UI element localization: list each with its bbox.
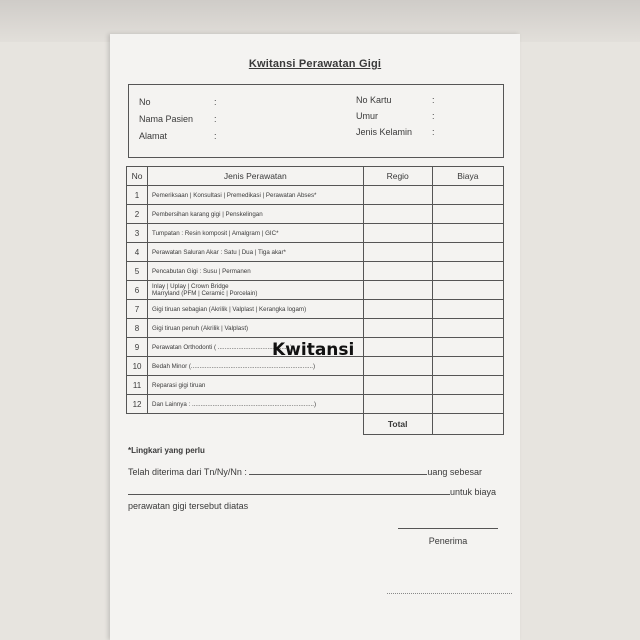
- row-regio: [363, 395, 432, 414]
- receipt-purpose-label: untuk biaya: [450, 487, 497, 497]
- row-biaya: [432, 357, 503, 376]
- row-regio: [363, 262, 432, 281]
- receipt-paper: [110, 34, 520, 640]
- table-row: [127, 395, 504, 414]
- row-regio: [363, 300, 432, 319]
- watermark-text: Kwitansi: [272, 340, 355, 360]
- row-no: 9: [127, 338, 148, 357]
- row-regio: [363, 319, 432, 338]
- row-regio: [363, 243, 432, 262]
- patient-info-box: [128, 84, 504, 158]
- field-jenis-kelamin: Jenis Kelamin: [356, 127, 413, 137]
- total-spacer: [127, 414, 364, 435]
- field-jenis-kelamin-colon: :: [432, 127, 435, 137]
- field-no-label: No: [139, 97, 151, 107]
- row-biaya: [432, 395, 503, 414]
- row-treatment: Perawatan Orthodonti ( ......................................... ): [148, 338, 364, 357]
- dotted-line: [387, 593, 512, 594]
- row-regio: [363, 376, 432, 395]
- row-regio: [363, 281, 432, 300]
- row-biaya: [432, 186, 503, 205]
- table-total-row: [127, 414, 504, 435]
- row-no: 6: [127, 281, 148, 300]
- row-no: 2: [127, 205, 148, 224]
- row-biaya: [432, 262, 503, 281]
- field-nama-colon: :: [214, 114, 217, 124]
- row-treatment: Reparasi gigi tiruan: [148, 376, 364, 395]
- row-treatment: Tumpatan : Resin komposit | Amalgram | GIC*: [148, 224, 364, 243]
- receipt-line-3: perawatan gigi tersebut diatas: [128, 501, 249, 511]
- row-no: 8: [127, 319, 148, 338]
- total-value: [432, 414, 503, 435]
- table-row: [127, 243, 504, 262]
- table-row: [127, 300, 504, 319]
- row-regio: [363, 205, 432, 224]
- table-row: [127, 319, 504, 338]
- header-jenis-perawatan: Jenis Perawatan: [148, 167, 364, 186]
- row-treatment: Gigi tiruan sebagian (Akrilik | Valplast | Kerangka logam): [148, 300, 364, 319]
- signature-line: [398, 528, 498, 529]
- row-no: 7: [127, 300, 148, 319]
- receipt-line-2: [128, 486, 496, 497]
- field-no: [139, 97, 151, 107]
- field-umur-colon: :: [432, 111, 435, 121]
- row-treatment: Pencabutan Gigi : Susu | Permanen: [148, 262, 364, 281]
- circle-note: *Lingkari yang perlu: [128, 446, 205, 455]
- treatment-table: [126, 166, 504, 435]
- header-regio: Regio: [363, 167, 432, 186]
- row-regio: [363, 224, 432, 243]
- row-no: 3: [127, 224, 148, 243]
- row-treatment: Gigi tiruan penuh (Akrilik | Valplast): [148, 319, 364, 338]
- row-no: 4: [127, 243, 148, 262]
- row-no: 11: [127, 376, 148, 395]
- row-regio: [363, 357, 432, 376]
- field-alamat: Alamat: [139, 131, 168, 141]
- table-row: [127, 281, 504, 300]
- field-nama-pasien: Nama Pasien: [139, 114, 194, 124]
- row-no: 5: [127, 262, 148, 281]
- row-biaya: [432, 224, 503, 243]
- row-biaya: [432, 300, 503, 319]
- field-alamat-colon: :: [214, 131, 217, 141]
- header-no: No: [127, 167, 148, 186]
- row-biaya: [432, 338, 503, 357]
- table-row: [127, 376, 504, 395]
- row-treatment-line1: Inlay | Uplay | Crown Bridge: [152, 283, 229, 290]
- table-header-row: [127, 167, 504, 186]
- row-treatment-line2: Marryland (PFM | Ceramic | Porcelain): [152, 290, 258, 297]
- row-regio: [363, 338, 432, 357]
- row-treatment: Pemeriksaan | Konsultasi | Premedikasi | Perawatan Abses*: [148, 186, 364, 205]
- row-treatment: Dan Lainnya : .......................................................................): [148, 395, 364, 414]
- table-row: [127, 262, 504, 281]
- header-biaya: Biaya: [432, 167, 503, 186]
- row-no: 12: [127, 395, 148, 414]
- signature-label: Penerima: [428, 536, 468, 546]
- row-no: 1: [127, 186, 148, 205]
- total-label: Total: [363, 414, 432, 435]
- field-no-kartu-colon: :: [432, 95, 435, 105]
- row-biaya: [432, 243, 503, 262]
- receipt-amount-label: uang sebesar: [427, 467, 482, 477]
- row-treatment: [148, 281, 364, 300]
- row-treatment: Perawatan Saluran Akar : Satu | Dua | Tiga akar*: [148, 243, 364, 262]
- row-biaya: [432, 319, 503, 338]
- receipt-from-blank: [249, 466, 427, 475]
- table-row: [127, 224, 504, 243]
- row-biaya: [432, 376, 503, 395]
- row-regio: [363, 186, 432, 205]
- field-no-kartu: No Kartu: [356, 95, 392, 105]
- row-biaya: [432, 281, 503, 300]
- row-treatment: Pembersihan karang gigi | Penskelingan: [148, 205, 364, 224]
- form-title: Kwitansi Perawatan Gigi: [248, 58, 382, 70]
- table-row: [127, 205, 504, 224]
- field-no-colon: :: [214, 97, 217, 107]
- field-umur: Umur: [356, 111, 378, 121]
- receipt-line-1: [128, 466, 482, 477]
- receipt-amount-blank: [128, 486, 450, 495]
- row-biaya: [432, 205, 503, 224]
- row-no: 10: [127, 357, 148, 376]
- row-treatment: Bedah Minor (.......................................................................): [148, 357, 364, 376]
- table-row: [127, 186, 504, 205]
- receipt-from-label: Telah diterima dari Tn/Ny/Nn :: [128, 467, 247, 477]
